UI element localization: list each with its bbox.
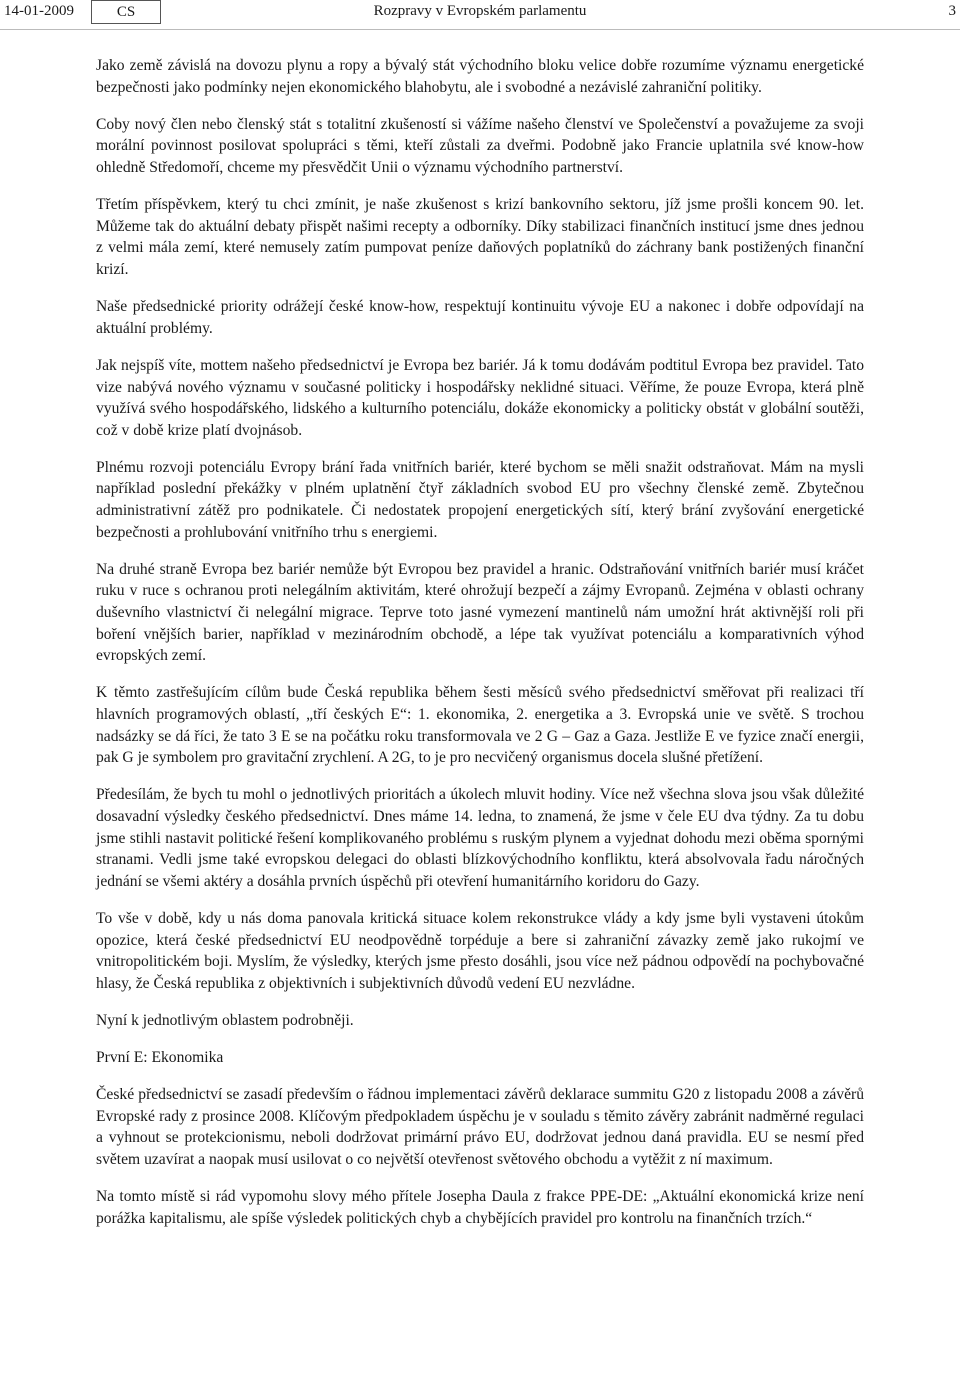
document-title: Rozpravy v Evropském parlamentu — [373, 3, 587, 19]
paragraph: Nyní k jednotlivým oblastem podrobněji. — [96, 1011, 354, 1029]
paragraph: Třetím příspěvkem, který tu chci zmínit, je naše zkušenost s krizí bankovního sektoru, jíž jsme prošli koncem 90. let. Můžeme tak do aktuální debaty přispět našimi recepty a odborníky. Díky stabilizaci finančních institucí jsme dnes jednou z velmi mála zemí, které nemusely zatím pumpovat peníze daňových poplatníků do záchrany bank postižených finanční krizí. — [96, 196, 864, 278]
paragraph: Na druhé straně Evropa bez bariér nemůže být Evropou bez pravidel a hranic. Odstraňování vnitřních bariér musí kráčet ruku v ruce s ochranou proti nelegálním aktivitám, které ohrožují bezpečí a zájmy Evropanů. Zejména v oblasti ochrany duševního vlastnictví či nelegální migrace. Teprve toto jasné vymezení mantinelů nám umožní hrát aktivnější roli při boření vnějších barier, například v mezinárodním obchodě, a lépe tak využívat potenciálu a komparativních výhod evropských zemí. — [96, 560, 864, 665]
page-header — [0, 0, 960, 28]
section-heading: První E: Ekonomika — [96, 1049, 224, 1067]
paragraph: Jak nejspíš víte, mottem našeho předsednictví je Evropa bez bariér. Já k tomu dodávám podtitul Evropa bez pravidel. Tato vize nabývá nového významu v současné politicky i hospodářsky neklidné situaci. Věříme, že pouze Evropa, která plně využívá svého hospodářského, lidského a kulturního potenciálu, dokáže ekonomicky a politicky obstát v globální soutěži, což v době krize platí dvojnásob. — [96, 356, 864, 439]
paragraph: K těmto zastřešujícím cílům bude Česká republika během šesti měsíců svého předsednictví směřovat při realizaci tří hlavních programových oblastí, „tří českých E“: 1. ekonomika, 2. energetika a 3. Evropská unie ve světě. S trochou nadsázky se dá říci, že tato 3 E se na počátku roku transformovala ve 2 G – Gaz a Gaza. Jestliže E ve fyzice značí energii, pak G je symbolem pro gravitační zrychlení. A 2G, to je pro necvičený organismus docela slušné přetížení. — [96, 684, 864, 767]
document-body — [96, 55, 864, 1245]
header-date: 14-01-2009 — [4, 3, 74, 19]
paragraph: Plnému rozvoji potenciálu Evropy brání řada vnitřních bariér, které bychom se měli snažit odstraňovat. Mám na mysli například poslední překážky v plném uplatnění čtyř základních svobod EU pro všechny členské země. Zbytečnou administrativní zátěž pro podnikatele. Či nedostatek propojení energetických sítí, který brání zvyšování energetické bezpečnosti a prohlubování vnitřního trhu s energiemi. — [96, 458, 864, 541]
paragraph: Jako země závislá na dovozu plynu a ropy a bývalý stát východního bloku velice dobře rozumíme významu energetické bezpečnosti jako podmínky nejen ekonomického blahobytu, ale i svobodné a nezávislé zahraniční politiky. — [96, 57, 864, 96]
page-number: 3 — [948, 3, 956, 19]
paragraph: Předesílám, že bych tu mohl o jednotlivých prioritách a úkolech mluvit hodiny. Více než všechna slova jsou však důležité dosavadní výsledky českého předsednictví. Dnes máme 14. ledna, to znamená, že jsme v čele EU dva týdny. Za tu dobu jsme stihli nastavit politické řešení komplikovaného problému s ruským plynem a vyjednat dohodu mezi oběma spornými stranami. Vedli jsme také evropskou delegaci do oblasti blízkovýchodního konfliktu, která absolvovala řadu náročných jednání se všemi aktéry a dosáhla prvních úspěchů při otevření humanitárního koridoru do Gazy. — [96, 786, 864, 890]
paragraph: Coby nový člen nebo členský stát s totalitní zkušeností si vážíme našeho členství ve Společenství a považujeme za svoji morální povinnost posilovat spolupráci s těmi, kteří zůstali za dveřmi. Podobně jako Francie uplatnila své know-how ohledně Středomoří, chceme my přesvědčit Unii o významu východního partnerství. — [96, 115, 864, 176]
paragraph: Naše předsednické priority odrážejí české know-how, respektují kontinuitu vývoje EU a nakonec i dobře odpovídají na aktuální problémy. — [96, 298, 864, 337]
paragraph: České předsednictví se zasadí především o řádnou implementaci závěrů deklarace summitu G20 z listopadu 2008 a závěrů Evropské rady z prosince 2008. Klíčovým předpokladem úspěchu je v souladu s těmito závěry zabránit nadměrné regulaci a vyhnout se protekcionismu, neboli dodržovat primární právo EU, dodržovat jednou daná pravidla. EU se nesmí před světem uzavírat a naopak musí usilovat o co největší otevřenost světového obchodu a vytěžit z ní maximum. — [96, 1086, 864, 1169]
language-badge: CS — [91, 0, 161, 24]
paragraph: To vše v době, kdy u nás doma panovala kritická situace kolem rekonstrukce vlády a kdy jsme byli vystaveni útokům opozice, která české předsednictví EU neodpovědně torpéduje a bere si zahraniční závazky země jako rukojmí ve vnitropolitickém boji. Myslím, že výsledky, kterých jsme přesto dosáhli, jsou více než pádnou odpovědí na pochybovačné hlasy, že Česká republika z objektivních i subjektivních důvodů vedení EU nezvládne. — [96, 909, 864, 992]
paragraph: Na tomto místě si rád vypomohu slovy mého přítele Josepha Daula z frakce PPE-DE: „Aktuální ekonomická krize není porážka kapitalismu, ale spíše výsledek politických chyb a chybějících pravidel pro kontrolu na finančních trzích.“ — [96, 1188, 864, 1227]
header-divider — [0, 29, 960, 30]
